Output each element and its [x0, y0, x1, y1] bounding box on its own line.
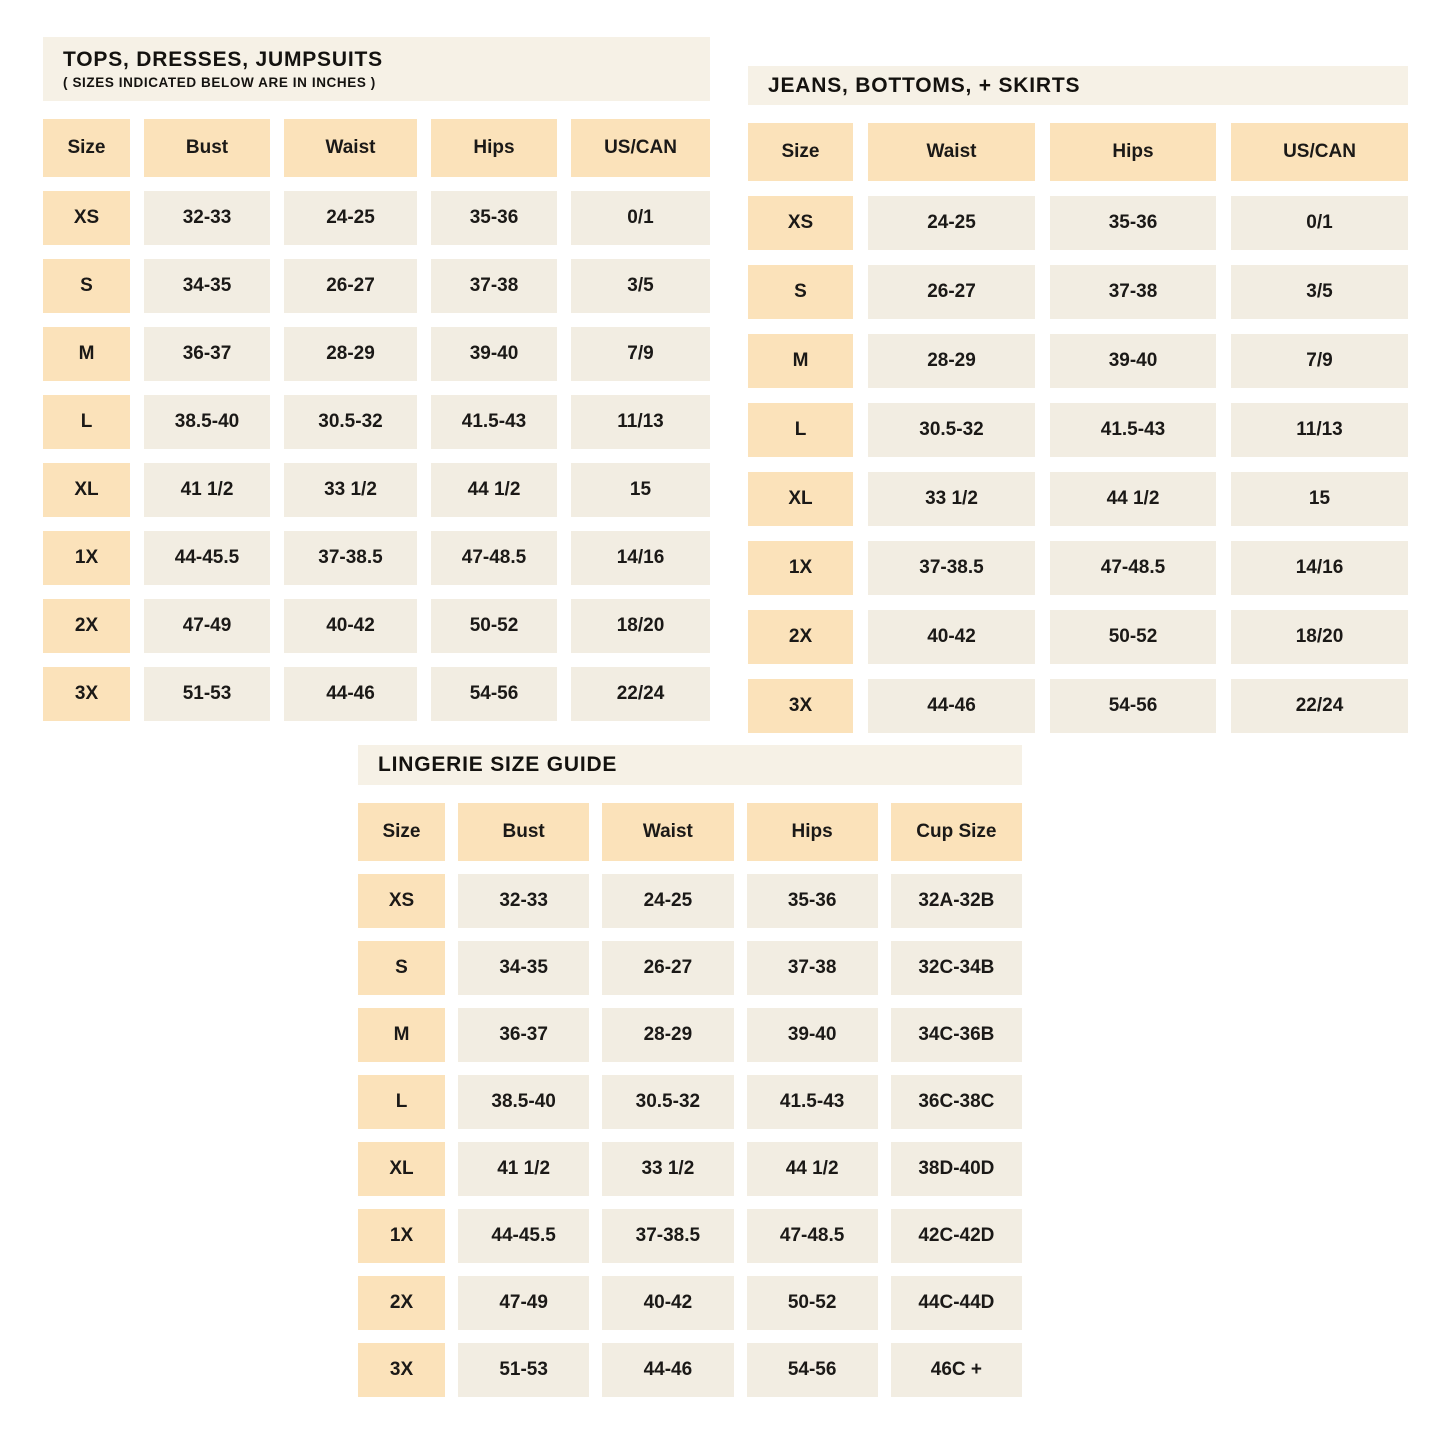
column-header-cell: Size	[358, 803, 445, 861]
column-header-cell: Bust	[144, 119, 270, 177]
measurement-cell: 40-42	[602, 1276, 733, 1330]
measurement-cell: 34-35	[458, 941, 589, 995]
size-label-cell: M	[43, 327, 130, 381]
measurement-cell: 50-52	[1050, 610, 1216, 664]
measurement-cell: 40-42	[868, 610, 1035, 664]
column-header-cell: Cup Size	[891, 803, 1022, 861]
measurement-cell: 38.5-40	[144, 395, 270, 449]
column-header-cell: Hips	[1050, 123, 1216, 181]
tops-dresses-jumpsuits-table	[43, 37, 710, 721]
measurement-cell: 30.5-32	[602, 1075, 733, 1129]
column-header-cell: Waist	[868, 123, 1035, 181]
size-label-cell: M	[748, 334, 853, 388]
measurement-cell: 26-27	[868, 265, 1035, 319]
measurement-cell: 14/16	[571, 531, 710, 585]
measurement-cell: 36C-38C	[891, 1075, 1022, 1129]
size-label-cell: S	[748, 265, 853, 319]
measurement-cell: 37-38.5	[868, 541, 1035, 595]
measurement-cell: 38.5-40	[458, 1075, 589, 1129]
measurement-cell: 54-56	[431, 667, 557, 721]
jeans-table-title: JEANS, BOTTOMS, + SKIRTS	[768, 73, 1081, 97]
size-label-cell: XL	[358, 1142, 445, 1196]
size-label-cell: 1X	[748, 541, 853, 595]
measurement-cell: 41 1/2	[144, 463, 270, 517]
lingerie-table-grid	[358, 803, 1022, 1397]
measurement-cell: 44-45.5	[458, 1209, 589, 1263]
tops-table-title-banner	[43, 37, 710, 101]
measurement-cell: 40-42	[284, 599, 417, 653]
measurement-cell: 3/5	[571, 259, 710, 313]
measurement-cell: 30.5-32	[868, 403, 1035, 457]
column-header-cell: Hips	[747, 803, 878, 861]
lingerie-size-guide-table	[358, 745, 1022, 1397]
size-label-cell: L	[748, 403, 853, 457]
column-header-cell: Size	[43, 119, 130, 177]
measurement-cell: 18/20	[1231, 610, 1408, 664]
measurement-cell: 32A-32B	[891, 874, 1022, 928]
measurement-cell: 41.5-43	[1050, 403, 1216, 457]
size-label-cell: M	[358, 1008, 445, 1062]
measurement-cell: 51-53	[458, 1343, 589, 1397]
measurement-cell: 26-27	[284, 259, 417, 313]
measurement-cell: 18/20	[571, 599, 710, 653]
measurement-cell: 28-29	[868, 334, 1035, 388]
tops-table-grid	[43, 119, 710, 721]
measurement-cell: 39-40	[747, 1008, 878, 1062]
measurement-cell: 33 1/2	[868, 472, 1035, 526]
lingerie-table-title-banner	[358, 745, 1022, 785]
measurement-cell: 44-45.5	[144, 531, 270, 585]
measurement-cell: 26-27	[602, 941, 733, 995]
measurement-cell: 32-33	[458, 874, 589, 928]
column-header-cell: US/CAN	[571, 119, 710, 177]
measurement-cell: 35-36	[1050, 196, 1216, 250]
measurement-cell: 34-35	[144, 259, 270, 313]
measurement-cell: 24-25	[602, 874, 733, 928]
measurement-cell: 14/16	[1231, 541, 1408, 595]
jeans-table-grid	[748, 123, 1408, 733]
size-label-cell: 2X	[43, 599, 130, 653]
measurement-cell: 47-49	[458, 1276, 589, 1330]
measurement-cell: 44 1/2	[1050, 472, 1216, 526]
measurement-cell: 44-46	[284, 667, 417, 721]
tops-table-subtitle: ( SIZES INDICATED BELOW ARE IN INCHES )	[63, 75, 376, 90]
size-label-cell: 3X	[358, 1343, 445, 1397]
measurement-cell: 7/9	[1231, 334, 1408, 388]
measurement-cell: 41 1/2	[458, 1142, 589, 1196]
measurement-cell: 54-56	[747, 1343, 878, 1397]
size-label-cell: 2X	[748, 610, 853, 664]
size-label-cell: 2X	[358, 1276, 445, 1330]
measurement-cell: 46C +	[891, 1343, 1022, 1397]
measurement-cell: 37-38.5	[602, 1209, 733, 1263]
column-header-cell: Hips	[431, 119, 557, 177]
measurement-cell: 22/24	[1231, 679, 1408, 733]
column-header-cell: Bust	[458, 803, 589, 861]
measurement-cell: 35-36	[747, 874, 878, 928]
size-label-cell: XS	[43, 191, 130, 245]
size-label-cell: S	[358, 941, 445, 995]
size-label-cell: 3X	[43, 667, 130, 721]
column-header-cell: Waist	[602, 803, 733, 861]
measurement-cell: 37-38.5	[284, 531, 417, 585]
measurement-cell: 51-53	[144, 667, 270, 721]
measurement-cell: 33 1/2	[602, 1142, 733, 1196]
measurement-cell: 41.5-43	[431, 395, 557, 449]
measurement-cell: 0/1	[1231, 196, 1408, 250]
measurement-cell: 30.5-32	[284, 395, 417, 449]
measurement-cell: 24-25	[284, 191, 417, 245]
measurement-cell: 32C-34B	[891, 941, 1022, 995]
measurement-cell: 44 1/2	[431, 463, 557, 517]
size-label-cell: 1X	[43, 531, 130, 585]
size-label-cell: XL	[748, 472, 853, 526]
measurement-cell: 36-37	[144, 327, 270, 381]
measurement-cell: 35-36	[431, 191, 557, 245]
measurement-cell: 37-38	[431, 259, 557, 313]
measurement-cell: 3/5	[1231, 265, 1408, 319]
measurement-cell: 0/1	[571, 191, 710, 245]
column-header-cell: Waist	[284, 119, 417, 177]
measurement-cell: 34C-36B	[891, 1008, 1022, 1062]
size-label-cell: L	[43, 395, 130, 449]
measurement-cell: 54-56	[1050, 679, 1216, 733]
measurement-cell: 22/24	[571, 667, 710, 721]
measurement-cell: 50-52	[431, 599, 557, 653]
measurement-cell: 33 1/2	[284, 463, 417, 517]
measurement-cell: 32-33	[144, 191, 270, 245]
measurement-cell: 44-46	[868, 679, 1035, 733]
size-label-cell: 1X	[358, 1209, 445, 1263]
measurement-cell: 44-46	[602, 1343, 733, 1397]
jeans-bottoms-skirts-table	[748, 66, 1408, 733]
measurement-cell: 47-48.5	[747, 1209, 878, 1263]
measurement-cell: 39-40	[1050, 334, 1216, 388]
measurement-cell: 44C-44D	[891, 1276, 1022, 1330]
measurement-cell: 39-40	[431, 327, 557, 381]
column-header-cell: Size	[748, 123, 853, 181]
measurement-cell: 38D-40D	[891, 1142, 1022, 1196]
measurement-cell: 37-38	[1050, 265, 1216, 319]
size-label-cell: S	[43, 259, 130, 313]
measurement-cell: 50-52	[747, 1276, 878, 1330]
size-label-cell: XS	[358, 874, 445, 928]
measurement-cell: 47-48.5	[1050, 541, 1216, 595]
measurement-cell: 15	[571, 463, 710, 517]
measurement-cell: 28-29	[602, 1008, 733, 1062]
measurement-cell: 41.5-43	[747, 1075, 878, 1129]
size-label-cell: XS	[748, 196, 853, 250]
measurement-cell: 15	[1231, 472, 1408, 526]
tops-table-title: TOPS, DRESSES, JUMPSUITS	[63, 48, 383, 71]
measurement-cell: 7/9	[571, 327, 710, 381]
measurement-cell: 42C-42D	[891, 1209, 1022, 1263]
measurement-cell: 28-29	[284, 327, 417, 381]
measurement-cell: 11/13	[571, 395, 710, 449]
measurement-cell: 47-48.5	[431, 531, 557, 585]
column-header-cell: US/CAN	[1231, 123, 1408, 181]
size-label-cell: XL	[43, 463, 130, 517]
size-label-cell: L	[358, 1075, 445, 1129]
measurement-cell: 37-38	[747, 941, 878, 995]
measurement-cell: 47-49	[144, 599, 270, 653]
measurement-cell: 36-37	[458, 1008, 589, 1062]
measurement-cell: 11/13	[1231, 403, 1408, 457]
measurement-cell: 44 1/2	[747, 1142, 878, 1196]
jeans-table-title-banner	[748, 66, 1408, 105]
size-label-cell: 3X	[748, 679, 853, 733]
measurement-cell: 24-25	[868, 196, 1035, 250]
lingerie-table-title: LINGERIE SIZE GUIDE	[378, 753, 618, 776]
